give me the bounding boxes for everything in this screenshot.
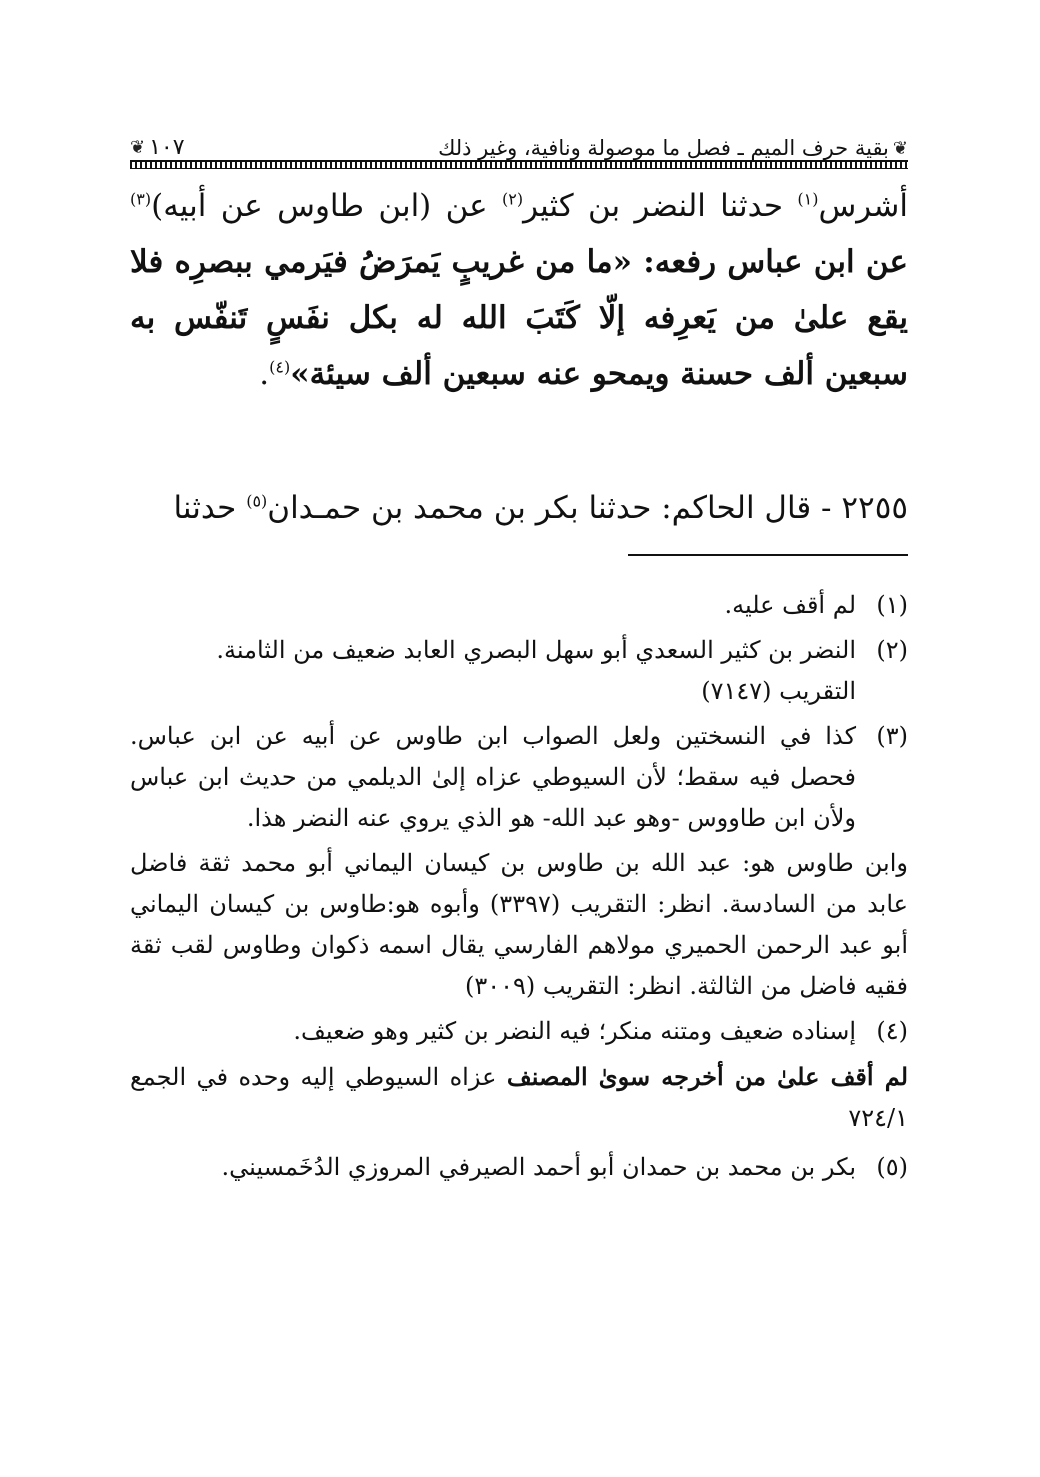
footnote-ref-3[interactable]: (٣) xyxy=(130,189,152,209)
main-text xyxy=(130,178,908,402)
running-title-group xyxy=(438,136,908,160)
footnotes xyxy=(130,585,908,1192)
footnote-text: بكر بن محمد بن حمدان أبو أحمد الصيرفي المروزي الدُخَمسيني. xyxy=(221,1153,856,1181)
header-rule xyxy=(130,160,908,169)
footnote-separator xyxy=(628,554,908,556)
footnote-5 xyxy=(130,1147,908,1188)
next-hadith-start xyxy=(130,482,908,534)
footnote-ref-4[interactable]: (٤) xyxy=(269,357,291,377)
footnote-3 xyxy=(130,716,908,839)
footnote-number: (٥) xyxy=(876,1153,908,1181)
hadith-text: «ما من غريبٍ يَمرَضُ فيَرمي ببصرِه فلا يقع علىٰ من يَعرِفه إلّا كَتَبَ الله له بكل نفَسٍ تَنفّس به سبعين ألف حسنة ويمحو عنه سبعين ألف سيئة» xyxy=(130,244,908,392)
footnote-text: النضر بن كثير السعدي أبو سهل البصري العابد ضعيف من الثامنة. xyxy=(216,636,856,664)
text-segment: عزاه السيوطي إليه وحده في الجمع ٧٢٤/١ xyxy=(130,1063,908,1132)
page-number: ١٠٧ xyxy=(149,135,185,160)
footnote-text: لم أقف عليه. xyxy=(724,591,856,619)
footnote-text: إسناده ضعيف ومتنه منكر؛ فيه النضر بن كثير وهو ضعيف. xyxy=(293,1017,856,1045)
footnote-ref-1[interactable]: (١) xyxy=(797,189,819,209)
text-segment: أشرس xyxy=(818,188,908,224)
running-title: بقية حرف الميم ـ فصل ما موصولة ونافية، وغير ذلك xyxy=(438,136,889,160)
footnote-4-continuation xyxy=(130,1056,908,1139)
text-segment: لم أقف علىٰ من أخرجه سوىٰ المصنف xyxy=(506,1062,909,1091)
text-segment: عن (ابن طاوس عن أبيه) xyxy=(151,188,502,224)
hadith-number-line: ٢٢٥٥ - قال الحاكم: حدثنا بكر بن محمد بن حمـدان xyxy=(267,490,908,526)
text-segment: عن ابن عباس رفعه: xyxy=(632,244,908,280)
footnote-number: (٤) xyxy=(876,1017,908,1045)
ornament-icon: ❦ xyxy=(892,137,908,159)
footnote-text: كذا في النسختين ولعل الصواب ابن طاوس عن أبيه عن ابن عباس. فحصل فيه سقط؛ لأن السيوطي عزاه إلىٰ الديلمي من حديث ابن عباس ولأن ابن طاووس -وهو عبد الله- هو الذي يروي عنه النضر هذا. xyxy=(130,722,856,832)
footnote-number: (٣) xyxy=(876,722,908,750)
footnote-ref-2[interactable]: (٢) xyxy=(501,189,524,209)
text-segment: . xyxy=(259,356,270,392)
footnote-ref-5[interactable]: (٥) xyxy=(246,491,268,511)
footnote-2 xyxy=(130,630,908,712)
page-number-group xyxy=(130,135,185,160)
ornament-icon: ❦ xyxy=(130,137,146,158)
text-segment: حدثنا النضر بن كثير xyxy=(523,188,798,224)
footnote-3-continuation: وابن طاوس هو: عبد الله بن طاوس بن كيسان اليماني أبو محمد ثقة فاضل عابد من السادسة. انظر: التقريب (٣٣٩٧) وأبوه هو:طاوس بن كيسان اليماني أبو عبد الرحمن الحميري مولاهم الفارسي يقال اسمه ذكوان وطاوس لقب ثقة فقيه فاضل من الثالثة. انظر: التقريب (٣٠٠٩) xyxy=(130,849,908,1000)
footnote-text: التقريب (٧١٤٧) xyxy=(701,677,856,705)
footnote-number: (٢) xyxy=(876,636,908,664)
running-header xyxy=(130,130,908,160)
text-segment: حدثنا xyxy=(173,490,247,526)
footnote-1 xyxy=(130,585,908,626)
footnote-number: (١) xyxy=(876,591,908,619)
main-paragraph xyxy=(130,178,908,402)
footnote-4 xyxy=(130,1011,908,1052)
